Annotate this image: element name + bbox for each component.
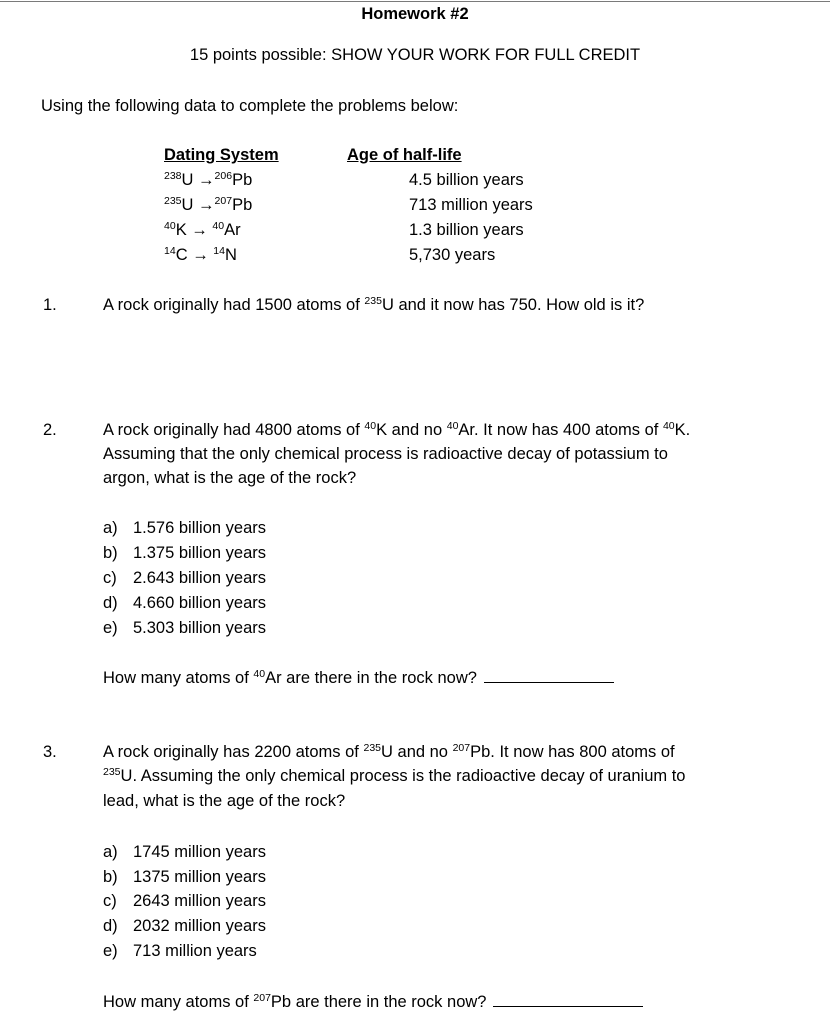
question-1-text: A rock originally had 1500 atoms of $^{235}$U and it now has 750. How old is it? bbox=[103, 295, 645, 314]
question-3-number: 3. bbox=[43, 743, 57, 761]
table-row-dating-system: $^{14}$C → $^{14}$N bbox=[164, 245, 237, 264]
arrow-icon: → bbox=[198, 171, 215, 189]
question-3-option-b[interactable]: b) 1375 million years bbox=[103, 868, 266, 886]
table-row-half-life: 713 million years bbox=[409, 196, 533, 214]
top-border-line bbox=[0, 1, 830, 2]
question-2-answer-blank[interactable] bbox=[484, 666, 614, 683]
question-2-option-a[interactable]: a) 1.576 billion years bbox=[103, 519, 266, 537]
question-3-option-a[interactable]: a) 1745 million years bbox=[103, 843, 266, 861]
question-3-followup: How many atoms of $^{207}$Pb are there in the rock now? bbox=[103, 990, 643, 1013]
question-2-number: 2. bbox=[43, 421, 57, 439]
question-2-option-e[interactable]: e) 5.303 billion years bbox=[103, 619, 266, 637]
table-row-half-life: 4.5 billion years bbox=[409, 171, 524, 189]
question-2-followup: How many atoms of $^{40}$Ar are there in the rock now? bbox=[103, 666, 614, 689]
question-3-option-d[interactable]: d) 2032 million years bbox=[103, 917, 266, 935]
question-2-line-1: A rock originally had 4800 atoms of $^{40}$K and no $^{40}$Ar. It now has 400 atoms of $^{40}$K. bbox=[103, 420, 691, 439]
page-title: Homework #2 bbox=[361, 5, 469, 23]
table-row-dating-system: $^{235}$U →$^{207}$Pb bbox=[164, 195, 253, 214]
table-row-half-life: 1.3 billion years bbox=[409, 221, 524, 239]
question-3-option-c[interactable]: c) 2643 million years bbox=[103, 892, 266, 910]
question-3-line-3: lead, what is the age of the rock? bbox=[103, 792, 346, 810]
table-header-dating-system: Dating System bbox=[164, 146, 279, 164]
table-row-dating-system: $^{40}$K → $^{40}$Ar bbox=[164, 220, 241, 239]
question-1-number: 1. bbox=[43, 296, 57, 314]
question-3-line-1: A rock originally has 2200 atoms of $^{235}$U and no $^{207}$Pb. It now has 800 atoms of bbox=[103, 742, 675, 761]
arrow-icon: → bbox=[198, 196, 215, 214]
arrow-icon: → bbox=[191, 221, 208, 239]
question-2-option-c[interactable]: c) 2.643 billion years bbox=[103, 569, 266, 587]
table-row-half-life: 5,730 years bbox=[409, 246, 496, 264]
question-3-answer-blank[interactable] bbox=[493, 990, 643, 1007]
table-header-half-life: Age of half-life bbox=[347, 146, 462, 164]
question-2-option-d[interactable]: d) 4.660 billion years bbox=[103, 594, 266, 612]
question-3-option-e[interactable]: e) 713 million years bbox=[103, 942, 257, 960]
arrow-icon: → bbox=[192, 246, 209, 264]
question-2-line-2: Assuming that the only chemical process is radioactive decay of potassium to bbox=[103, 445, 668, 463]
question-2-line-3: argon, what is the age of the rock? bbox=[103, 469, 357, 487]
intro-text: Using the following data to complete the problems below: bbox=[41, 97, 459, 115]
question-2-option-b[interactable]: b) 1.375 billion years bbox=[103, 544, 266, 562]
table-row-dating-system: $^{238}$U →$^{206}$Pb bbox=[164, 170, 253, 189]
page-subtitle: 15 points possible: SHOW YOUR WORK FOR FULL CREDIT bbox=[189, 46, 641, 64]
question-3-line-2: $^{235}$U. Assuming the only chemical process is the radioactive decay of uranium to bbox=[103, 766, 686, 785]
